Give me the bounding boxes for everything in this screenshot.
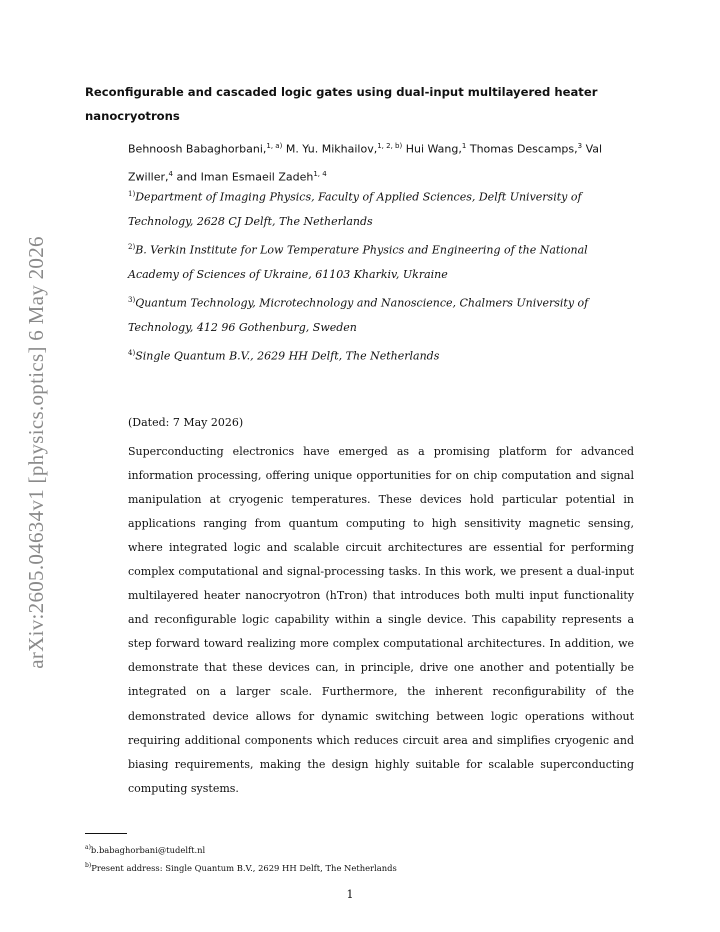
paper-title: Reconfigurable and cascaded logic gates using dual-input multilayered heater nanocryotrons [85, 85, 598, 123]
author-name: and Iman Esmaeil Zadeh [176, 170, 314, 184]
author-mark: 4 [168, 170, 173, 179]
footnote-mark: b) [85, 862, 92, 869]
affiliation-text: Department of Imaging Physics, Faculty of Applied Sciences, Delft University of Technology, 2628 CJ Delft, The Netherlands [128, 190, 582, 229]
affiliation-item [128, 235, 638, 288]
affiliation-mark: 2) [128, 243, 136, 252]
footnote-email [85, 842, 205, 856]
affiliation-list [128, 182, 638, 370]
affiliation-item [128, 182, 638, 235]
arxiv-side-identifier: arXiv:2605.04634v1 [physics.optics] 6 May 2026 [23, 235, 48, 669]
author-name: Thomas Descamps, [469, 142, 578, 156]
abstract-text: Superconducting electronics have emerged as a promising platform for advanced information processing, offering unique opportunities for on chip computation and signal manipulation at cryogenic temperatures. These devices hold particular potential in applications ranging from quantum computing to high sensitivity magnetic sensing, where integrated logic and scalable circuit architectures are essential for performing complex computational and signal-processing tasks. In this work, we present a dual-input multilayered heater nanocryotron (hTron) that introduces both multi input functionality and reconfigurable logic capability within a single device. This capability represents a step forward toward realizing more complex computational architectures. In addition, we demonstrate that these devices can, in principle, drive one another and potentially be integrated on a larger scale. Furthermore, the inherent reconfigurability of the demonstrated device allows for dynamic switching between logic operations without requiring additional components which reduces circuit area and simplifies cryogenic and biasing requirements, making the design highly suitable for scalable superconducting computing systems. [128, 445, 634, 795]
footnote-mark: a) [85, 844, 91, 851]
author-name: Val Zwiller, [128, 142, 603, 184]
affiliation-text: B. Verkin Institute for Low Temperature Physics and Engineering of the National Academy of Sciences of Ukraine, 61103 Kharkiv, Ukraine [128, 243, 588, 282]
author-mark: 1, 2, b) [377, 142, 403, 150]
page-number: 1 [346, 888, 354, 901]
affiliation-text: Quantum Technology, Microtechnology and Nanoscience, Chalmers University of Technology, 412 96 Gothenburg, Sweden [128, 296, 589, 335]
author-name: Behnoosh Babaghorbani, [128, 142, 267, 156]
footnote-text: b.babaghorbani@tudelft.nl [90, 844, 206, 855]
author-mark: 1 [461, 142, 467, 150]
author-name: Hui Wang, [405, 142, 462, 156]
affiliation-mark: 1) [128, 190, 136, 198]
affiliation-item [128, 288, 638, 341]
affiliation-text: Single Quantum B.V., 2629 HH Delft, The Netherlands [135, 349, 440, 363]
footnote-divider [85, 833, 127, 834]
footnote-address [85, 860, 397, 874]
affiliation-item [128, 341, 638, 369]
arxiv-side-identifier-container [18, 224, 54, 680]
author-mark: 3 [577, 142, 583, 150]
footnote-text: Present address: Single Quantum B.V., 2629 HH Delft, The Netherlands [91, 862, 397, 873]
affiliation-mark: 4) [128, 349, 136, 358]
author-mark: 1, a) [266, 142, 283, 150]
author-mark: 1, 4 [313, 170, 327, 179]
author-name: M. Yu. Mikhailov, [285, 142, 378, 156]
dated-line: (Dated: 7 May 2026) [128, 416, 244, 429]
affiliation-mark: 3) [128, 296, 136, 305]
